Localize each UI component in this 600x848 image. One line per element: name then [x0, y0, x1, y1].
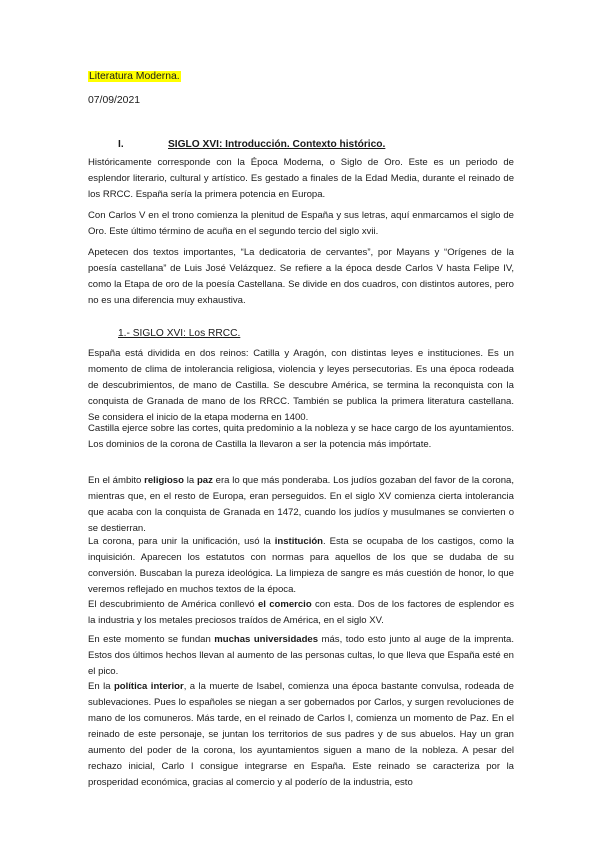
paragraph-historic-context: Históricamente corresponde con la Época Moderna, o Siglo de Oro. Este es un periodo de esplendor literario, cultural y artístico. Es gestado a finales de la Edad Media, durante el reinado de los RRCC. España sería la primera potencia en Europa. — [88, 157, 514, 200]
keyword-religioso: religioso — [144, 475, 184, 486]
document-title — [88, 69, 181, 85]
paragraph-two-kingdoms: España está dividida en dos reinos: Catilla y Aragón, con distintas leyes e instituciones. Es un momento de clima de intolerancia religiosa, violencia y leyes persecutorias. Es una época rodeada de descubrimientos, de mano de Castilla. Se descubre América, se termina la reconquista con la conquista de Granada de mano de los RRCC. También se publica la primera literatura castellana. Se considera el inicio de la etapa moderna en 1400. — [88, 348, 514, 423]
section-1-heading-text: SIGLO XVI: Introducción. Contexto histórico. — [168, 139, 386, 150]
keyword-paz: paz — [196, 475, 213, 486]
paragraph-universidades: En este momento se fundan muchas universidades más, todo esto junto al auge de la imprenta. Estos dos últimos hechos llevan al aumento de las personas cultas, lo que lleva que España esté en el pico. — [88, 634, 514, 677]
section-1-1-heading: 1.- SIGLO XVI: Los RRCC. — [118, 328, 241, 339]
document-date: 07/09/2021 — [88, 95, 141, 106]
paragraph-carlos-v: Con Carlos V en el trono comienza la plenitud de España y sus letras, aquí enmarcamos el siglo de Oro. Este último término de acuña en el segundo tercio del siglo xvii. — [88, 210, 514, 237]
paragraph-important-texts: Apetecen dos textos importantes, “La dedicatoria de cervantes”, por Mayans y “Orígenes de la poesía castellana” de Luis José Velázquez. Se refiere a la época desde Carlos V hasta Felipe IV, como la Etapa de oro de la poesía Castellana. Se divide en dos cuadros, con distintos autores, pero no es una diferencia muy exhaustiva. — [88, 247, 514, 306]
document-title-text: Literatura Moderna. — [89, 71, 180, 82]
section-1-heading — [118, 137, 385, 153]
keyword-politica-interior: política interior — [113, 681, 184, 692]
paragraph-politica-interior: En la política interior, a la muerte de Isabel, comienza una época bastante convulsa, rodeada de sublevaciones. Pues lo españoles se niegan a ser gobernados por Carlos, y surgen revoluciones de mano de los comuneros. Más tarde, en el reinado de Carlos I, comienza un momento de Paz. En el reinado de este personaje, se juntan los territorios de sus padres y de sus abuelos. Hay un gran aumento del poder de la corona, los ayuntamientos siguen a mano de la nobleza. A pesar del rechazo inicial, Carlo I consigue integrarse en España. Este reinado se caracteriza por la prosperidad económica, gracias al comercio y al poderío de la industria, esto — [88, 681, 514, 788]
section-1-number: I. — [118, 139, 124, 150]
keyword-universidades: muchas universidades — [214, 634, 319, 645]
paragraph-comercio: El descubrimiento de América conllevó el comercio con esta. Dos de los factores de esplendor es la industria y los metales preciosos traídos de América, en el siglo XV. — [88, 599, 514, 626]
keyword-comercio: el comercio — [257, 599, 312, 610]
keyword-institucion: institución — [274, 536, 324, 547]
paragraph-institucion: La corona, para unir la unificación, usó la institución. Esta se ocupaba de los castigos, como la inquisición. Aparecen los estatutos con normas para aquellos de los que se dudaba de su conversión. Buscaban la pureza ideológica. La limpieza de sangre es más cuestión de honor, lo que veremos reflejado en muchos textos de la época. — [88, 536, 514, 595]
paragraph-religion: En el ámbito religioso la paz era lo que más ponderaba. Los judíos gozaban del favor de la corona, mientras que, en el resto de Europa, eran perseguidos. En el siglo XV comienza cierta intolerancia que acaba con la conquista de Granada en 1472, cuando los judíos y musulmanes se convierten o se destierran. — [88, 475, 514, 534]
paragraph-castilla-cortes: Castilla ejerce sobre las cortes, quita predominio a la nobleza y se hace cargo de los ayuntamientos. Los dominios de la corona de Castilla la llevaron a ser la potencia más impórtate. — [88, 423, 514, 450]
